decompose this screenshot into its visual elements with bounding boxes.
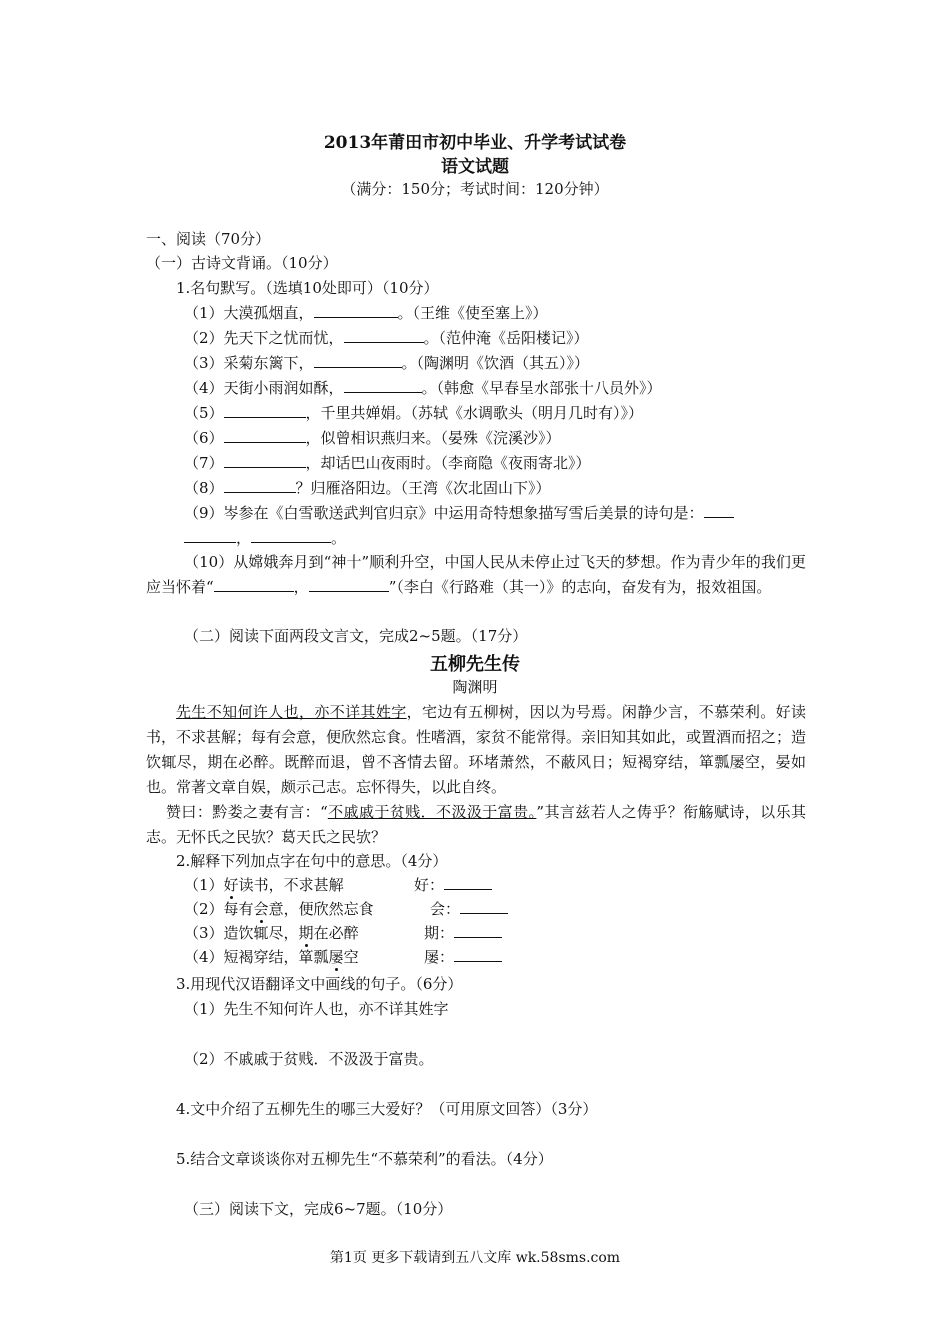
dotted-char: 屡 — [328, 948, 344, 966]
item-pre: （3）采菊东篱下， — [184, 354, 314, 372]
essay-title: 五柳先生传 — [430, 654, 520, 675]
q2-answer — [424, 946, 502, 967]
recite-item — [184, 477, 551, 498]
item-post: ，却话巴山夜雨时。（李商隐《夜雨寄北》） — [305, 454, 591, 472]
item-sep: ， — [236, 529, 252, 547]
part1-heading: （一）古诗文背诵。（10分） — [146, 254, 338, 272]
exam-subtitle: 语文试题 — [441, 157, 509, 177]
q3-item-2: （2）不戚戚于贫贱．不汲汲于富贵。 — [184, 1050, 434, 1068]
answer-label: 屡： — [424, 948, 455, 966]
item-end: 。 — [331, 529, 347, 547]
q2-item — [184, 874, 344, 895]
item-pre: （7） — [184, 454, 224, 472]
answer-blank[interactable] — [184, 528, 236, 543]
recite-item-10 — [146, 550, 806, 600]
dotted-char: 期 — [298, 924, 314, 942]
q2-answer — [414, 874, 492, 895]
part3-heading: （三）阅读下文，完成6~7题。（10分） — [184, 1200, 453, 1218]
answer-blank[interactable] — [344, 328, 424, 343]
page-footer: 第1页 更多下载请到五八文库 wk.58sms.com — [329, 1250, 621, 1266]
dotted-char: 好 — [223, 876, 239, 894]
q4: 4.文中介绍了五柳先生的哪三大爱好？（可用原文回答）（3分） — [176, 1100, 598, 1118]
item-post: 。（陶渊明《饮酒（其五）》） — [401, 354, 590, 372]
answer-label: 期： — [424, 924, 455, 942]
recite-item — [184, 452, 591, 473]
q3-item-1: （1）先生不知何许人也，亦不详其姓字 — [184, 1000, 449, 1018]
answer-blank[interactable] — [314, 353, 402, 368]
item-text: 空 — [343, 948, 359, 966]
q1-title: 1.名句默写。（选填10处即可）（10分） — [176, 279, 439, 297]
q2-answer — [424, 922, 502, 943]
recite-item — [184, 352, 589, 373]
recite-item-9-cont — [184, 527, 346, 548]
answer-blank[interactable] — [309, 577, 389, 592]
essay-text: 赞曰：黔娄之妻有言：“ — [166, 803, 328, 821]
item-pre: （5） — [184, 404, 224, 422]
item-post: ？归雁洛阳边。（王湾《次北固山下》） — [295, 479, 551, 497]
item-pre: （9）岑参在《白雪歌送武判官归京》中运用奇特想象描写雪后美景的诗句是： — [184, 504, 704, 522]
answer-blank[interactable] — [224, 478, 296, 493]
item-text: （3）造饮辄尽， — [184, 924, 299, 942]
item-text: 读书，不求甚解 — [238, 876, 344, 894]
section-heading: 一、阅读（70分） — [146, 230, 271, 248]
answer-blank[interactable] — [224, 428, 306, 443]
item-text: （4）短褐穿结，箪瓢 — [184, 948, 329, 966]
recite-item — [184, 327, 589, 348]
answer-blank[interactable] — [460, 899, 508, 914]
answer-blank[interactable] — [224, 403, 306, 418]
essay-paragraph-2 — [146, 800, 806, 850]
recite-item — [184, 302, 548, 323]
item-pre: （1）大漠孤烟直， — [184, 304, 314, 322]
essay-paragraph-1 — [146, 700, 806, 800]
answer-blank[interactable] — [251, 528, 331, 543]
q2-answer — [430, 898, 508, 919]
item-pre: （10）从嫦娥奔月到“神十”顺利升空，中国人民从未停止过飞天的梦想。作为青少年的我们更应当怀着“ — [146, 553, 806, 596]
item-pre: （8） — [184, 479, 224, 497]
q2-item — [184, 898, 374, 919]
q2-item — [184, 922, 359, 943]
item-pre: （4）天街小雨润如酥， — [184, 379, 344, 397]
q5: 5.结合文章谈谈你对五柳先生“不慕荣利”的看法。（4分） — [176, 1150, 553, 1168]
underlined-sentence: 先生不知何许人也，亦不详其姓字 — [176, 703, 407, 721]
item-text: 意，便欣然忘食 — [268, 900, 374, 918]
q2-title: 2.解释下列加点字在句中的意思。（4分） — [176, 852, 448, 870]
dotted-char: 会 — [253, 900, 269, 918]
essay-author: 陶渊明 — [452, 678, 498, 696]
recite-item — [184, 377, 662, 398]
item-pre: （2）先天下之忧而忧， — [184, 329, 344, 347]
answer-label: 好： — [414, 876, 445, 894]
q2-item — [184, 946, 359, 967]
item-post: 。（王维《使至塞上》） — [397, 304, 548, 322]
item-sep: ， — [293, 578, 309, 596]
exam-info: （满分：150分；考试时间：120分钟） — [341, 180, 609, 198]
recite-item — [184, 427, 561, 448]
answer-blank[interactable] — [224, 453, 306, 468]
item-text: 在必醉 — [313, 924, 359, 942]
answer-label: 会： — [430, 900, 461, 918]
recite-item-9 — [184, 502, 734, 523]
exam-title: 2013年莆田市初中毕业、升学考试试卷 — [323, 133, 627, 153]
answer-blank[interactable] — [344, 378, 422, 393]
item-text: （2）每有 — [184, 900, 254, 918]
item-post: ，似曾相识燕归来。（晏殊《浣溪沙》） — [305, 429, 561, 447]
answer-blank[interactable] — [214, 577, 294, 592]
item-text: （1） — [184, 876, 224, 894]
answer-blank[interactable] — [704, 503, 734, 518]
answer-blank[interactable] — [444, 875, 492, 890]
item-post: ，千里共婵娟。（苏轼《水调歌头（明月几时有）》） — [305, 404, 644, 422]
answer-blank[interactable] — [454, 923, 502, 938]
item-post: ”（李白《行路难（其一）》的志向，奋发有为，报效祖国。 — [388, 578, 772, 596]
q3-title: 3.用现代汉语翻译文中画线的句子。（6分） — [176, 975, 463, 993]
item-pre: （6） — [184, 429, 224, 447]
essay-text: ”其言兹若人之俦乎？衔觞赋诗，以乐其志。无怀氏之民欤？葛天氏之民欤？ — [146, 803, 806, 846]
item-post: 。（韩愈《早春呈水部张十八员外》） — [421, 379, 662, 397]
recite-item — [184, 402, 643, 423]
essay-text: ，宅边有五柳树，因以为号焉。闲静少言，不慕荣利。好读书，不求甚解；每有会意，便欣然忘食。性嗜酒，家贫不能常得。亲旧知其如此，或置酒而招之；造饮辄尽，期在必醉。既醉而退，曾不吝情去留。环堵萧然，不蔽风日；短褐穿结，箪瓢屡空，晏如也。常著文章自娱，颇示己志。忘怀得失，以此自终。 — [146, 703, 807, 796]
answer-blank[interactable] — [454, 947, 502, 962]
item-post: 。（范仲淹《岳阳楼记》） — [423, 329, 589, 347]
underlined-sentence: 不戚戚于贫贱．不汲汲于富贵。 — [327, 803, 537, 821]
part2-heading: （二）阅读下面两段文言文，完成2~5题。（17分） — [184, 627, 528, 645]
answer-blank[interactable] — [314, 303, 398, 318]
